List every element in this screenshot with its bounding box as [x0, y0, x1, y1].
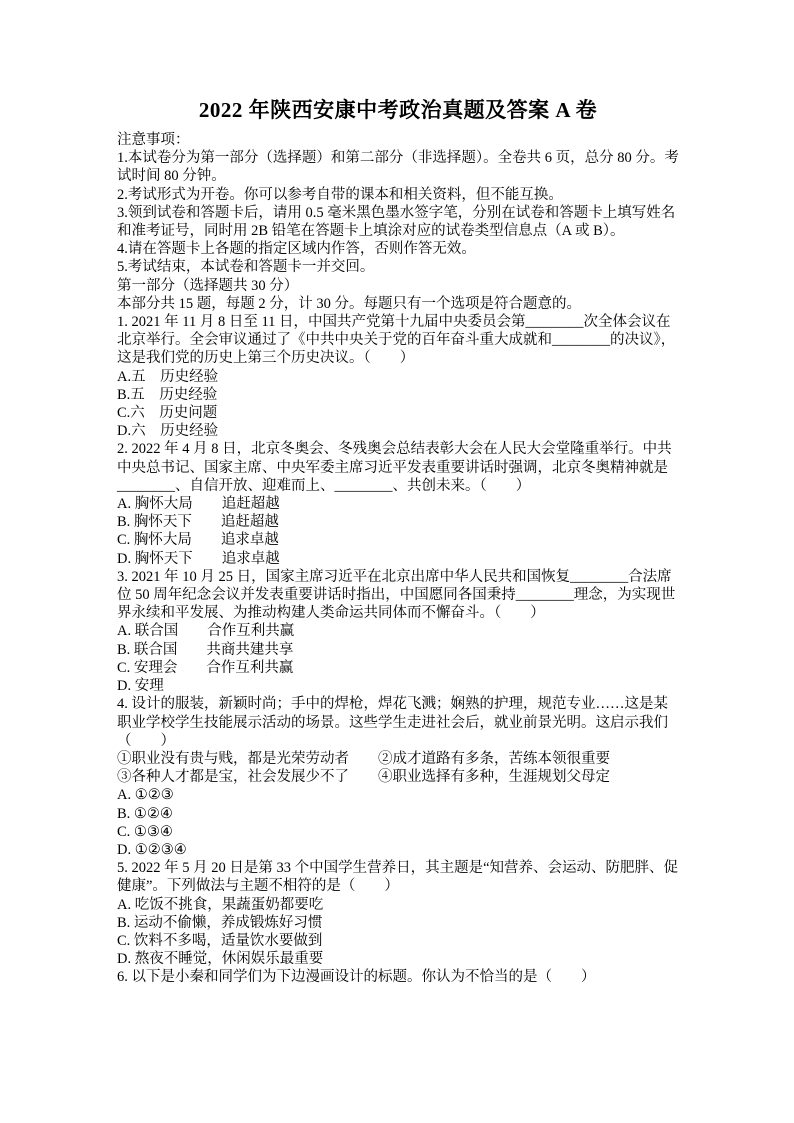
question-3-option-c: C. 安理会 合作互利共赢 — [117, 659, 294, 676]
question-2-option-b: B. 胸怀天下 追赶超越 — [117, 514, 279, 531]
question-5-option-d: D. 熬夜不睡觉，休闲娱乐最重要 — [117, 951, 324, 968]
question-2 — [117, 440, 679, 567]
question-6 — [117, 968, 679, 986]
notice-item-2: 2.考试形式为开卷。你可以参考自带的课本和相关资料，但不能互换。 — [117, 186, 563, 203]
question-3-stem: 3. 2021 年 10 月 25 日，国家主席习近平在北京出席中华人民共和国恢复________合法席位 50 周年纪念会议并发表重要讲话时指出，中国愿同各国秉持________理念，为实现世界永续和平发展、为推动构建人类命运共同体而不懈奋斗。（ ） — [117, 568, 676, 622]
question-5-option-c: C. 饮料不多喝，适量饮水要做到 — [117, 932, 323, 949]
notice-heading: 注意事项： — [117, 132, 190, 148]
question-4-option-d: D. ①②③④ — [117, 841, 187, 858]
notice-item-1: 1.本试卷分为第一部分（选择题）和第二部分（非选择题）。全卷共 6 页，总分 80 分。考试时间 80 分钟。 — [117, 150, 679, 185]
question-3 — [117, 568, 679, 695]
question-1-stem: 1. 2021 年 11 月 8 日至 11 日，中国共产党第十九届中央委员会第________次全体会议在北京举行。全会审议通过了《中共中央关于党的百年奋斗重大成就和________的决议》，这是我们党的历史上第三个历史决议。（ ） — [117, 314, 676, 367]
question-1-option-b: B.五 历史经验 — [117, 386, 218, 403]
question-5-option-a: A. 吃饭不挑食，果蔬蛋奶都要吃 — [117, 896, 324, 913]
question-3-option-d: D. 安理 — [117, 678, 164, 695]
question-4-statement-row-1: ①职业没有贵与贱，都是光荣劳动者 ②成才道路有多条，苦练本领很重要 — [117, 750, 610, 767]
page-title: 2022 年陕西安康中考政治真题及答案 A 卷 — [198, 98, 598, 122]
notice-item-3: 3.领到试卷和答题卡后，请用 0.5 毫米黑色墨水签字笔，分别在试卷和答题卡上填写姓名和准考证号，同时用 2B 铅笔在答题卡上填涂对应的试卷类型信息点（A 或 B）。 — [117, 204, 676, 240]
question-1-option-d: D.六 历史经验 — [117, 423, 219, 440]
question-2-option-c: C. 胸怀大局 追求卓越 — [117, 532, 279, 549]
question-1 — [117, 313, 679, 440]
question-4-stem: 4. 设计的服装，新颖时尚；手中的焊枪，焊花飞溅；娴熟的护理，规范专业……这是某职业学校学生技能展示活动的场景。这些学生走进社会后，就业前景光明。这启示我们（ ） — [117, 696, 668, 749]
question-3-option-a: A. 联合国 合作互利共赢 — [117, 623, 295, 640]
question-3-option-b: B. 联合国 共商共建共享 — [117, 641, 294, 658]
notice-block — [117, 131, 679, 277]
question-4-statement-row-2: ③各种人才都是宝，社会发展少不了 ④职业选择有多种，生涯规划父母定 — [117, 769, 610, 786]
question-4-option-a: A. ①②③ — [117, 787, 174, 804]
notice-item-4: 4.请在答题卡上各题的指定区域内作答，否则作答无效。 — [117, 241, 476, 258]
question-2-option-d: D. 胸怀天下 追求卓越 — [117, 550, 280, 567]
question-6-stem: 6. 以下是小秦和同学们为下边漫画设计的标题。你认为不恰当的是（ ） — [117, 969, 596, 986]
question-5-option-b: B. 运动不偷懒，养成锻炼好习惯 — [117, 914, 323, 931]
notice-item-5: 5.考试结束，本试卷和答题卡一并交回。 — [117, 259, 375, 276]
section-intro: 本部分共 15 题，每题 2 分，计 30 分。每题只有一个选项是符合题意的。 — [117, 295, 581, 312]
question-2-stem: 2. 2022 年 4 月 8 日，北京冬奥会、冬残奥会总结表彰大会在人民大会堂隆重举行。中共中央总书记、国家主席、中央军委主席习近平发表重要讲话时强调，北京冬奥精神就是________、自信开放、迎难而上、________、共创未来。（ ） — [117, 441, 672, 494]
question-2-option-a: A. 胸怀大局 追赶超越 — [117, 496, 280, 513]
question-4 — [117, 695, 679, 859]
question-4-option-c: C. ①③④ — [117, 823, 173, 840]
question-5 — [117, 859, 679, 968]
question-4-option-b: B. ①②④ — [117, 805, 173, 822]
question-1-option-c: C.六 历史问题 — [117, 405, 218, 422]
question-5-stem: 5. 2022 年 5 月 20 日是第 33 个中国学生营养日，其主题是“知营养、会运动、防肥胖、促健康”。下列做法与主题不相符的是（ ） — [117, 860, 679, 895]
section-one-block — [117, 277, 679, 313]
document-content — [117, 97, 679, 987]
section-heading: 第一部分（选择题共 30 分） — [117, 277, 299, 294]
question-1-option-a: A.五 历史经验 — [117, 368, 219, 385]
